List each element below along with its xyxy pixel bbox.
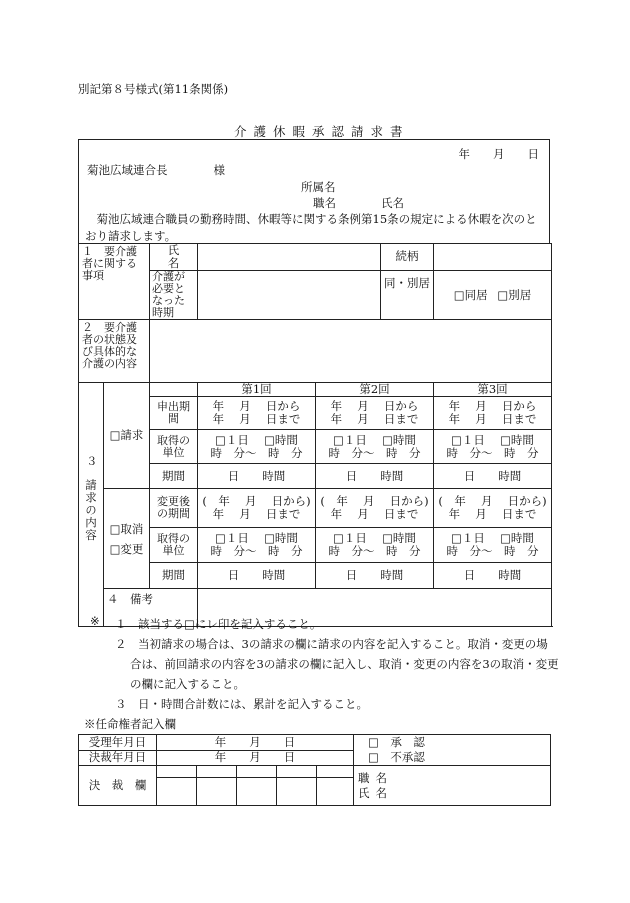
unit-time: 時 分～ 時 分: [210, 445, 303, 460]
to-date: 年 月 日まで: [448, 412, 537, 426]
change-check[interactable]: □変更: [109, 541, 144, 556]
section1-label: １ 要介護者に関する事項: [79, 244, 150, 320]
request-unit-3[interactable]: [434, 430, 552, 464]
changed-to-date: 年 月 日まで: [330, 507, 419, 521]
header-box: [78, 139, 550, 243]
reject-checkbox[interactable]: □ 不承認: [368, 750, 425, 764]
cancel-check[interactable]: □取消: [109, 521, 144, 536]
section3-number: ３: [86, 454, 98, 468]
request-statement: 菊池広域連合職員の勤務時間、休暇等に関する条例第15条の規定による休暇を次のとおり請求します。: [85, 212, 537, 243]
change-total-1[interactable]: 日 時間: [198, 563, 316, 589]
signer-position-label: 職名: [358, 770, 394, 785]
to-date: 年 月 日まで: [212, 412, 301, 426]
request-check[interactable]: □請求: [104, 383, 150, 489]
relation-label: 続柄: [380, 244, 433, 270]
note-2b: 合は、前回請求の内容を3の請求の欄に記入し、取消・変更の内容を3の取消・変更: [130, 657, 559, 671]
cancel-change-cell: [104, 489, 150, 589]
unit-label: 取得の単位: [150, 430, 198, 464]
changed-to-date: 年 月 日まで: [448, 507, 537, 521]
addressee: 菊池広域連合長 様: [87, 163, 225, 177]
decision-stamp-3-head[interactable]: [237, 766, 277, 778]
unit-time: 時 分～ 時 分: [210, 544, 303, 558]
care-content-field[interactable]: [150, 320, 552, 383]
form-number: 別記第８号様式(第11条関係): [78, 82, 229, 96]
note-1: １ 該当する□にレ印を記入すること。: [115, 617, 322, 631]
signer-cell: [354, 766, 551, 806]
decision-stamp-1[interactable]: [157, 778, 197, 806]
decision-label: 決 裁 欄: [79, 766, 157, 806]
decision-stamp-1-head[interactable]: [157, 766, 197, 778]
decided-label: 決裁年月日: [79, 750, 157, 766]
section2-label: ２ 要介護者の状態及び具体的な介護の内容: [79, 320, 150, 383]
changed-from-date: ( 年 月 日から): [202, 494, 311, 508]
section3-number-cell: [79, 383, 104, 627]
need-period-cell[interactable]: [198, 271, 434, 320]
appointer-table: [78, 734, 551, 806]
request-total-1[interactable]: 日 時間: [198, 464, 316, 489]
request-total-3[interactable]: 日 時間: [434, 464, 552, 489]
period-label-2: 期間: [150, 563, 198, 589]
unit-options[interactable]: □１日 □時間: [451, 432, 534, 447]
section4-label: ４ 備考: [104, 589, 198, 627]
signer-name-label: 氏名: [358, 785, 394, 800]
from-date: 年 月 日から: [448, 399, 537, 413]
request-unit-2[interactable]: [316, 430, 434, 464]
unit-label-2: 取得の単位: [150, 528, 198, 563]
page-title: 介護休暇承認請求書: [234, 124, 410, 139]
received-label: 受理年月日: [79, 735, 157, 751]
change-total-3[interactable]: 日 時間: [434, 563, 552, 589]
note-2a: ２ 当初請求の場合は、3の請求の欄に請求の内容を記入すること。取消・変更の場: [115, 637, 548, 651]
cohabit-label: 同・別居: [380, 271, 433, 319]
change-total-2[interactable]: 日 時間: [316, 563, 434, 589]
appointer-title: ※任命権者記入欄: [84, 717, 176, 731]
decided-date[interactable]: 年 月 日: [157, 750, 354, 766]
note-2c: の欄に記入すること。: [130, 677, 245, 691]
request-period-3[interactable]: [434, 397, 552, 430]
request-period-2[interactable]: [316, 397, 434, 430]
decision-stamp-2[interactable]: [197, 778, 237, 806]
unit-time: 時 分～ 時 分: [446, 544, 539, 558]
main-form-table: [78, 243, 552, 627]
name-cell[interactable]: [198, 244, 434, 271]
decision-stamp-5[interactable]: [317, 778, 354, 806]
unit-options[interactable]: □１日 □時間: [333, 432, 416, 447]
unit-options[interactable]: □１日 □時間: [451, 531, 534, 545]
unit-time: 時 分～ 時 分: [446, 445, 539, 460]
decision-stamp-4[interactable]: [277, 778, 317, 806]
change-unit-2[interactable]: [316, 528, 434, 563]
unit-time: 時 分～ 時 分: [328, 445, 421, 460]
changed-from-date: ( 年 月 日から): [320, 494, 429, 508]
separate-checkbox[interactable]: □別居: [497, 287, 532, 302]
name-field-label: 氏 名: [150, 244, 198, 271]
round-header-1: 第1回: [198, 383, 316, 397]
period-label: 期間: [150, 464, 198, 489]
changed-period-3[interactable]: [434, 489, 552, 528]
name-label: 氏名: [381, 196, 404, 210]
unit-options[interactable]: □１日 □時間: [333, 531, 416, 545]
date-field[interactable]: 年 月 日: [458, 147, 539, 161]
request-total-2[interactable]: 日 時間: [316, 464, 434, 489]
notes-mark: ※: [90, 614, 100, 628]
apply-period-label: 申出期間: [150, 397, 198, 430]
to-date: 年 月 日まで: [330, 412, 419, 426]
decision-stamp-4-head[interactable]: [277, 766, 317, 778]
need-period-label: 介護が必要となった時期: [150, 271, 198, 320]
note-3: ３ 日・時間合計数には、累計を記入すること。: [115, 697, 368, 711]
approval-cell: [354, 735, 551, 766]
changed-period-label: 変更後の期間: [150, 489, 198, 528]
received-date[interactable]: 年 月 日: [157, 735, 354, 751]
notes: [115, 614, 559, 714]
decision-stamp-5-head[interactable]: [317, 766, 354, 778]
change-unit-1[interactable]: [198, 528, 316, 563]
unit-options[interactable]: □１日 □時間: [215, 432, 298, 447]
round-header-2: 第2回: [316, 383, 434, 397]
decision-stamp-3[interactable]: [237, 778, 277, 806]
changed-period-1[interactable]: [198, 489, 316, 528]
round-header-3: 第3回: [434, 383, 552, 397]
request-period-1[interactable]: [198, 397, 316, 430]
section3-label: 請求の内容: [84, 479, 98, 542]
changed-to-date: 年 月 日まで: [212, 507, 301, 521]
from-date: 年 月 日から: [212, 399, 301, 413]
approve-checkbox[interactable]: □ 承 認: [368, 735, 425, 749]
decision-stamp-2-head[interactable]: [197, 766, 237, 778]
cohabit-checkbox[interactable]: □同居: [453, 287, 488, 302]
position-label: 職名: [313, 196, 336, 210]
unit-time: 時 分～ 時 分: [328, 544, 421, 558]
change-unit-3[interactable]: [434, 528, 552, 563]
from-date: 年 月 日から: [330, 399, 419, 413]
request-unit-1[interactable]: [198, 430, 316, 464]
affiliation-label: 所属名: [301, 180, 336, 194]
unit-options[interactable]: □１日 □時間: [215, 531, 298, 545]
changed-from-date: ( 年 月 日から): [438, 494, 547, 508]
changed-period-2[interactable]: [316, 489, 434, 528]
relation-value[interactable]: [434, 244, 552, 271]
cohabit-options[interactable]: [434, 271, 552, 320]
